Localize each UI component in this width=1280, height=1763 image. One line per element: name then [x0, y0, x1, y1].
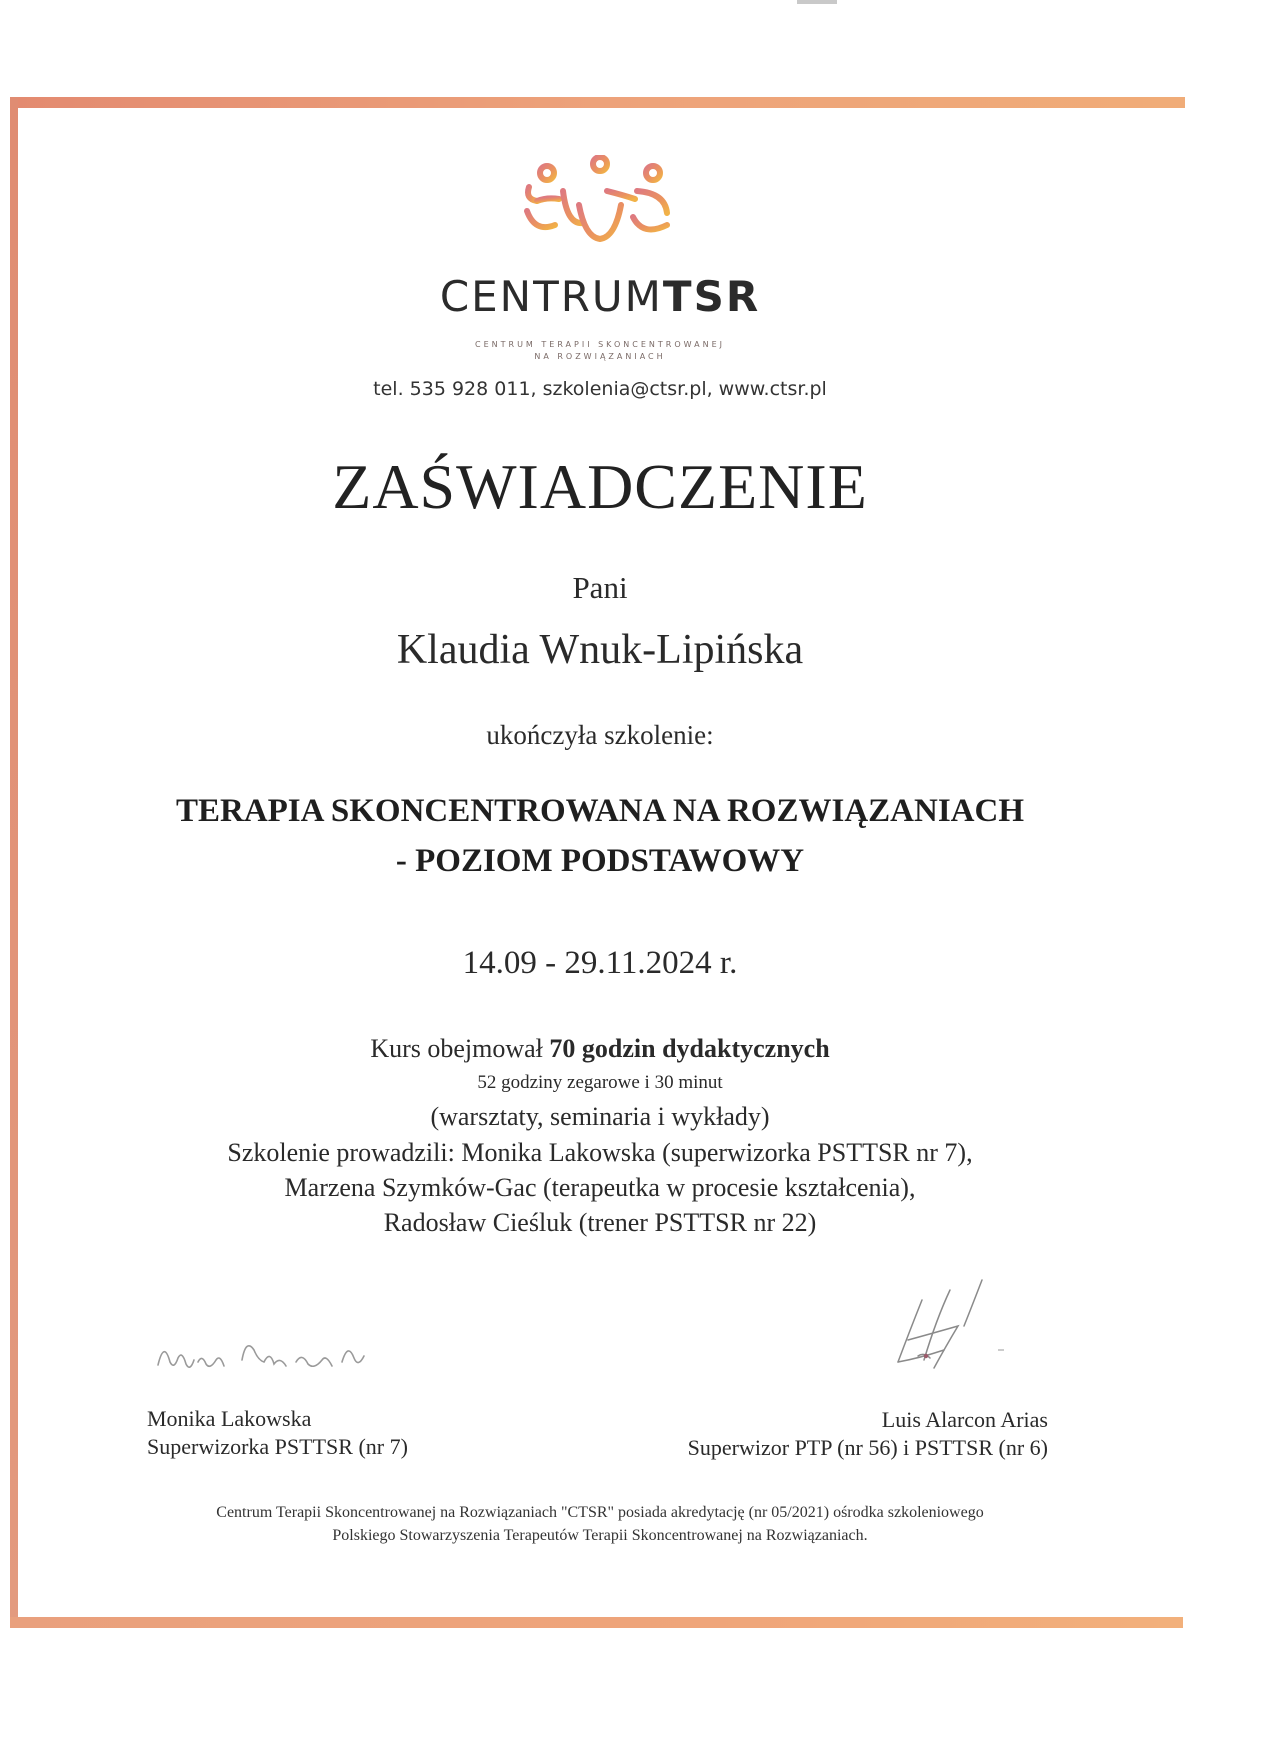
brand-name [0, 272, 1200, 321]
salutation: Pani [572, 570, 628, 605]
contact-info: tel. 535 928 011, szkolenia@ctsr.pl, www.ctsr.pl [373, 378, 827, 400]
right-signatory-role: Superwizor PTP (nr 56) i PSTTSR (nr 6) [687, 1435, 1048, 1460]
hours-prefix: Kurs obejmował [370, 1034, 550, 1063]
trainers-line1: Szkolenie prowadzili: Monika Lakowska (superwizorka PSTTSR nr 7), [227, 1138, 973, 1167]
left-signatory-name: Monika Lakowska [147, 1406, 312, 1431]
right-signature-image [880, 1270, 1030, 1380]
left-signatory [147, 1405, 408, 1461]
accreditation-note-line2: Polskiego Stowarzyszenia Terapeutów Terapii Skoncentrowanej na Rozwiązaniach. [332, 1527, 868, 1544]
trainers-line3: Radosław Cieśluk (trener PSTTSR nr 22) [383, 1208, 817, 1237]
brand-bold: TSR [662, 272, 761, 321]
document-title: ZAŚWIADCZENIE [332, 451, 868, 522]
brand-regular: CENTRUM [439, 272, 663, 321]
course-dates: 14.09 - 29.11.2024 r. [462, 945, 738, 981]
accreditation-note-line1: Centrum Terapii Skoncentrowanej na Rozwiązaniach "CTSR" posiada akredytację (nr 05/2021) ośrodka szkoleniowego [216, 1504, 984, 1521]
clock-hours: 52 godziny zegarowe i 30 minut [477, 1072, 723, 1093]
trainers-line2: Marzena Szymków-Gac (terapeutka w procesie kształcenia), [284, 1173, 916, 1202]
brand-tagline-line2: NA ROZWIĄZANIACH [534, 352, 666, 361]
left-signatory-role: Superwizorka PSTTSR (nr 7) [147, 1434, 408, 1459]
completed-text: ukończyła szkolenie: [486, 720, 714, 750]
hours-bold: 70 godzin dydaktycznych [549, 1034, 830, 1063]
course-title-line2: - POZIOM PODSTAWOWY [395, 843, 805, 879]
course-forms: (warsztaty, seminaria i wykłady) [430, 1102, 770, 1131]
left-signature-image [150, 1320, 380, 1380]
brand-tagline-line1: CENTRUM TERAPII SKONCENTROWANEJ [475, 340, 725, 349]
right-signatory [688, 1406, 1048, 1462]
course-hours [0, 1034, 1200, 1064]
right-signatory-name: Luis Alarcon Arias [881, 1407, 1048, 1432]
course-title-line1: TERAPIA SKONCENTROWANA NA ROZWIĄZANIACH [175, 793, 1025, 829]
three-people-holding-hands-icon [515, 155, 685, 255]
recipient-name: Klaudia Wnuk-Lipińska [396, 627, 804, 673]
